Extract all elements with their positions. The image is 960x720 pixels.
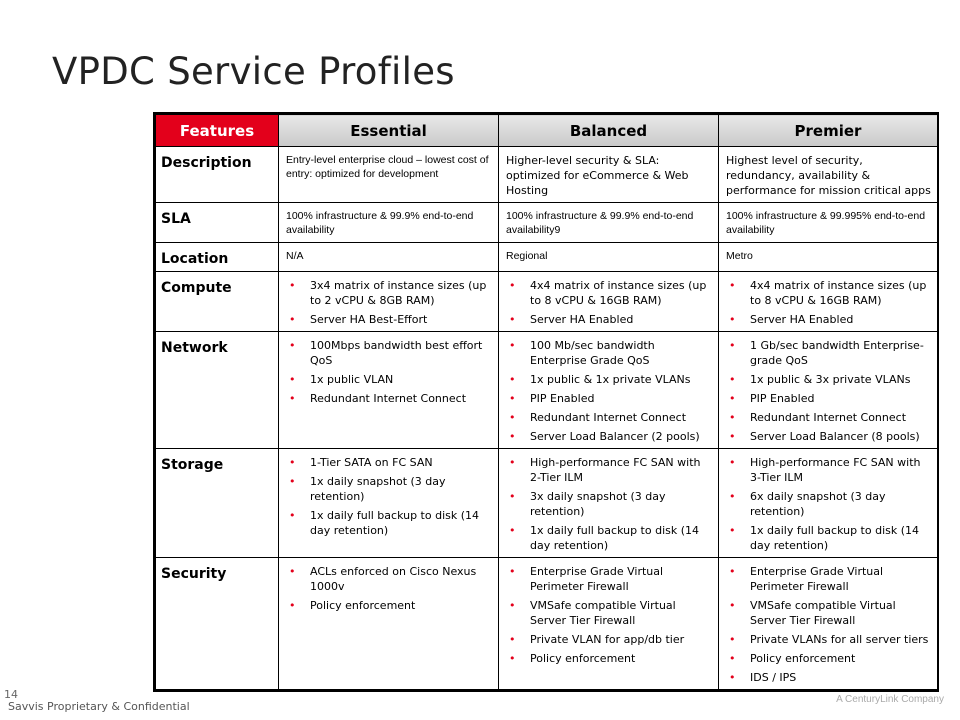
list-item-text: Private VLANs for all server tiers xyxy=(750,633,929,646)
table-cell: 100% infrastructure & 99.995% end-to-end availability xyxy=(719,203,938,243)
list-item-text: 3x4 matrix of instance sizes (up to 2 vCPU & 8GB RAM) xyxy=(310,279,487,307)
list-item-text: Server HA Best-Effort xyxy=(310,313,428,326)
bullet-icon: • xyxy=(729,671,736,684)
bullet-list xyxy=(726,455,932,553)
list-item xyxy=(506,455,713,485)
bullet-icon: • xyxy=(729,599,736,612)
row-label: Network xyxy=(156,332,279,449)
list-item-text: 4x4 matrix of instance sizes (up to 8 vCPU & 16GB RAM) xyxy=(530,279,707,307)
bullet-icon: • xyxy=(289,599,296,612)
service-profiles-table xyxy=(155,114,938,690)
list-item-text: Redundant Internet Connect xyxy=(530,411,687,424)
list-item xyxy=(286,598,493,613)
table-cell xyxy=(499,558,719,690)
table-cell: Metro xyxy=(719,243,938,272)
list-item xyxy=(506,338,713,368)
table-cell: Regional xyxy=(499,243,719,272)
table-cell: N/A xyxy=(279,243,499,272)
row-label: Description xyxy=(156,147,279,203)
list-item xyxy=(726,278,932,308)
list-item-text: PIP Enabled xyxy=(530,392,595,405)
bullet-icon: • xyxy=(509,490,516,503)
table-cell xyxy=(279,272,499,332)
list-item-text: 4x4 matrix of instance sizes (up to 8 vCPU & 16GB RAM) xyxy=(750,279,927,307)
bullet-list xyxy=(286,338,493,406)
bullet-icon: • xyxy=(729,279,736,292)
list-item xyxy=(506,523,713,553)
bullet-icon: • xyxy=(289,313,296,326)
list-item-text: VMSafe compatible Virtual Server Tier Firewall xyxy=(750,599,896,627)
bullet-list xyxy=(506,564,713,666)
bullet-list xyxy=(726,278,932,327)
list-item-text: 1x daily full backup to disk (14 day retention) xyxy=(310,509,480,537)
bullet-icon: • xyxy=(509,599,516,612)
bullet-icon: • xyxy=(729,633,736,646)
row-label: Compute xyxy=(156,272,279,332)
bullet-icon: • xyxy=(729,392,736,405)
confidentiality-notice: Savvis Proprietary & Confidential xyxy=(8,700,190,713)
bullet-icon: • xyxy=(509,524,516,537)
list-item xyxy=(506,632,713,647)
bullet-list xyxy=(726,338,932,444)
list-item xyxy=(506,312,713,327)
list-item-text: 6x daily snapshot (3 day retention) xyxy=(750,490,886,518)
bullet-icon: • xyxy=(289,565,296,578)
list-item xyxy=(726,523,932,553)
list-item-text: PIP Enabled xyxy=(750,392,815,405)
list-item xyxy=(506,489,713,519)
bullet-icon: • xyxy=(729,565,736,578)
bullet-icon: • xyxy=(729,313,736,326)
bullet-icon: • xyxy=(289,475,296,488)
bullet-list xyxy=(726,564,932,685)
table-cell xyxy=(499,332,719,449)
list-item xyxy=(286,338,493,368)
list-item xyxy=(506,410,713,425)
bullet-icon: • xyxy=(509,373,516,386)
table-cell xyxy=(499,272,719,332)
bullet-icon: • xyxy=(729,524,736,537)
list-item-text: 1x daily full backup to disk (14 day retention) xyxy=(530,524,700,552)
list-item-text: Enterprise Grade Virtual Perimeter Firewall xyxy=(530,565,664,593)
list-item-text: Server Load Balancer (8 pools) xyxy=(750,430,920,443)
bullet-icon: • xyxy=(289,509,296,522)
table-row xyxy=(156,147,938,203)
bullet-icon: • xyxy=(289,373,296,386)
list-item-text: 100Mbps bandwidth best effort QoS xyxy=(310,339,483,367)
header-balanced: Balanced xyxy=(499,115,719,147)
bullet-icon: • xyxy=(729,652,736,665)
table-cell: 100% infrastructure & 99.9% end-to-end availability9 xyxy=(499,203,719,243)
bullet-icon: • xyxy=(509,339,516,352)
bullet-icon: • xyxy=(289,339,296,352)
list-item xyxy=(506,429,713,444)
list-item xyxy=(506,372,713,387)
bullet-icon: • xyxy=(729,339,736,352)
list-item-text: High-performance FC SAN with 3-Tier ILM xyxy=(750,456,921,484)
list-item xyxy=(726,632,932,647)
list-item xyxy=(286,564,493,594)
list-item-text: Server HA Enabled xyxy=(750,313,854,326)
list-item xyxy=(286,508,493,538)
list-item xyxy=(726,489,932,519)
page-title: VPDC Service Profiles xyxy=(52,50,455,93)
bullet-icon: • xyxy=(729,411,736,424)
bullet-icon: • xyxy=(509,392,516,405)
table-row xyxy=(156,558,938,690)
list-item-text: 1x daily full backup to disk (14 day retention) xyxy=(750,524,920,552)
list-item-text: ACLs enforced on Cisco Nexus 1000v xyxy=(310,565,477,593)
bullet-list xyxy=(506,455,713,553)
list-item xyxy=(286,474,493,504)
table-cell xyxy=(719,332,938,449)
list-item-text: Enterprise Grade Virtual Perimeter Firewall xyxy=(750,565,884,593)
table-row xyxy=(156,243,938,272)
table-cell xyxy=(719,272,938,332)
list-item xyxy=(286,312,493,327)
bullet-icon: • xyxy=(509,633,516,646)
list-item-text: Server Load Balancer (2 pools) xyxy=(530,430,700,443)
bullet-icon: • xyxy=(289,279,296,292)
bullet-list xyxy=(506,338,713,444)
list-item-text: 3x daily snapshot (3 day retention) xyxy=(530,490,666,518)
brand-tagline: A CenturyLink Company xyxy=(836,694,944,705)
bullet-list xyxy=(286,455,493,538)
header-premier: Premier xyxy=(719,115,938,147)
table-cell xyxy=(499,449,719,558)
list-item xyxy=(726,670,932,685)
list-item xyxy=(286,455,493,470)
bullet-icon: • xyxy=(729,373,736,386)
list-item-text: 1x public VLAN xyxy=(310,373,394,386)
list-item xyxy=(726,598,932,628)
list-item-text: 1-Tier SATA on FC SAN xyxy=(310,456,433,469)
list-item xyxy=(726,455,932,485)
table-row xyxy=(156,203,938,243)
table-cell: Entry-level enterprise cloud – lowest cost of entry: optimized for development xyxy=(279,147,499,203)
list-item-text: Policy enforcement xyxy=(310,599,416,612)
row-label: Security xyxy=(156,558,279,690)
bullet-list xyxy=(506,278,713,327)
list-item xyxy=(506,598,713,628)
list-item-text: Policy enforcement xyxy=(750,652,856,665)
table-cell: Higher-level security & SLA: optimized for eCommerce & Web Hosting xyxy=(499,147,719,203)
bullet-icon: • xyxy=(509,456,516,469)
bullet-icon: • xyxy=(289,456,296,469)
bullet-icon: • xyxy=(509,430,516,443)
list-item xyxy=(726,429,932,444)
page-number: 14 xyxy=(4,688,18,701)
list-item xyxy=(506,564,713,594)
list-item-text: Server HA Enabled xyxy=(530,313,634,326)
list-item xyxy=(726,372,932,387)
bullet-icon: • xyxy=(509,279,516,292)
list-item xyxy=(506,278,713,308)
bullet-icon: • xyxy=(509,313,516,326)
service-profiles-table-wrapper xyxy=(153,112,939,692)
list-item xyxy=(506,651,713,666)
list-item-text: 1 Gb/sec bandwidth Enterprise-grade QoS xyxy=(750,339,924,367)
bullet-icon: • xyxy=(509,565,516,578)
bullet-list xyxy=(286,278,493,327)
bullet-list xyxy=(286,564,493,613)
list-item xyxy=(286,278,493,308)
table-row xyxy=(156,449,938,558)
table-body xyxy=(156,147,938,690)
list-item-text: Redundant Internet Connect xyxy=(310,392,467,405)
list-item xyxy=(726,312,932,327)
list-item xyxy=(506,391,713,406)
table-cell: Highest level of security, redundancy, availability & performance for mission critical apps xyxy=(719,147,938,203)
bullet-icon: • xyxy=(729,490,736,503)
bullet-icon: • xyxy=(729,430,736,443)
row-label: Storage xyxy=(156,449,279,558)
list-item xyxy=(286,372,493,387)
table-cell xyxy=(719,558,938,690)
list-item-text: Private VLAN for app/db tier xyxy=(530,633,685,646)
list-item-text: VMSafe compatible Virtual Server Tier Firewall xyxy=(530,599,676,627)
table-header-row xyxy=(156,115,938,147)
table-cell xyxy=(719,449,938,558)
table-cell xyxy=(279,332,499,449)
list-item-text: 1x public & 1x private VLANs xyxy=(530,373,691,386)
list-item xyxy=(726,410,932,425)
table-cell: 100% infrastructure & 99.9% end-to-end availability xyxy=(279,203,499,243)
bullet-icon: • xyxy=(509,652,516,665)
row-label: Location xyxy=(156,243,279,272)
list-item xyxy=(286,391,493,406)
bullet-icon: • xyxy=(729,456,736,469)
list-item-text: 100 Mb/sec bandwidth Enterprise Grade QoS xyxy=(530,339,655,367)
bullet-icon: • xyxy=(509,411,516,424)
table-cell xyxy=(279,558,499,690)
list-item-text: High-performance FC SAN with 2-Tier ILM xyxy=(530,456,701,484)
row-label: SLA xyxy=(156,203,279,243)
list-item xyxy=(726,651,932,666)
header-essential: Essential xyxy=(279,115,499,147)
list-item-text: IDS / IPS xyxy=(750,671,797,684)
table-cell xyxy=(279,449,499,558)
table-row xyxy=(156,272,938,332)
bullet-icon: • xyxy=(289,392,296,405)
table-row xyxy=(156,332,938,449)
list-item-text: 1x daily snapshot (3 day retention) xyxy=(310,475,446,503)
header-features: Features xyxy=(156,115,279,147)
list-item-text: Redundant Internet Connect xyxy=(750,411,907,424)
list-item xyxy=(726,564,932,594)
list-item xyxy=(726,391,932,406)
list-item-text: 1x public & 3x private VLANs xyxy=(750,373,911,386)
list-item xyxy=(726,338,932,368)
list-item-text: Policy enforcement xyxy=(530,652,636,665)
